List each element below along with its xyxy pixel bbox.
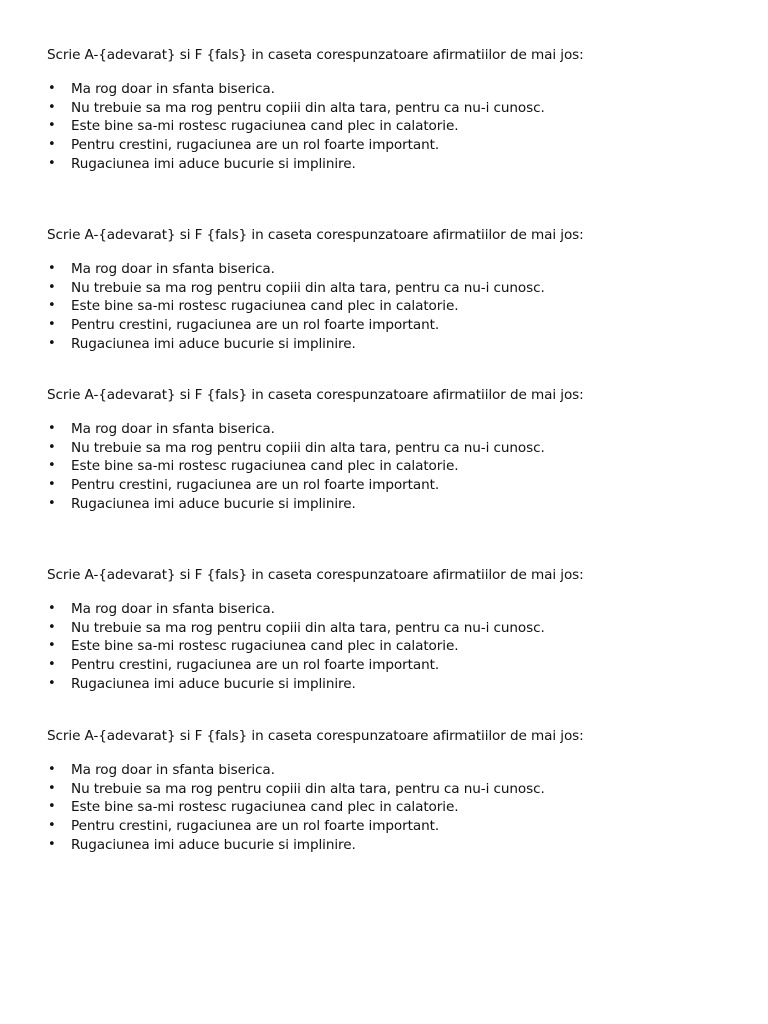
statement-text: Este bine sa-mi rostesc rugaciunea cand plec in calatorie. xyxy=(71,298,459,315)
statement-text: Nu trebuie sa ma rog pentru copiii din alta tara, pentru ca nu-i cunosc. xyxy=(71,439,545,456)
statement-text: Nu trebuie sa ma rog pentru copiii din alta tara, pentru ca nu-i cunosc. xyxy=(71,279,545,296)
exercise-instruction: Scrie A-{adevarat} si F {fals} in caseta corespunzatoare afirmatiilor de mai jos: xyxy=(47,567,584,583)
exercise-instruction: Scrie A-{adevarat} si F {fals} in caseta corespunzatoare afirmatiilor de mai jos: xyxy=(47,728,584,744)
bullet-icon: • xyxy=(48,99,56,115)
statement-item xyxy=(47,439,747,458)
statement-item xyxy=(47,260,747,279)
exercise-instruction: Scrie A-{adevarat} si F {fals} in caseta corespunzatoare afirmatiilor de mai jos: xyxy=(47,47,584,63)
statement-item xyxy=(47,798,747,817)
bullet-icon: • xyxy=(48,799,56,815)
statement-list xyxy=(47,600,747,694)
bullet-icon: • xyxy=(48,155,56,171)
statement-item xyxy=(47,457,747,476)
statement-item xyxy=(47,155,747,174)
statement-item xyxy=(47,780,747,799)
statement-list xyxy=(47,420,747,514)
bullet-icon: • xyxy=(48,638,56,654)
statement-item xyxy=(47,279,747,298)
statement-item xyxy=(47,136,747,155)
statement-list xyxy=(47,260,747,354)
statement-list xyxy=(47,80,747,174)
statement-text: Rugaciunea imi aduce bucurie si implinire. xyxy=(71,155,356,172)
bullet-icon: • xyxy=(48,335,56,351)
statement-text: Pentru crestini, rugaciunea are un rol foarte important. xyxy=(71,657,440,674)
exercise-block-4 xyxy=(47,566,747,694)
statement-item xyxy=(47,297,747,316)
exercise-block-2 xyxy=(47,226,747,354)
exercise-instruction: Scrie A-{adevarat} si F {fals} in caseta corespunzatoare afirmatiilor de mai jos: xyxy=(47,387,584,403)
statement-item xyxy=(47,335,747,354)
statement-text: Rugaciunea imi aduce bucurie si implinire. xyxy=(71,495,356,512)
bullet-icon: • xyxy=(48,261,56,276)
bullet-icon: • xyxy=(48,137,56,153)
bullet-icon: • xyxy=(48,421,56,436)
statement-text: Este bine sa-mi rostesc rugaciunea cand plec in calatorie. xyxy=(71,799,459,816)
statement-text: Ma rog doar in sfanta biserica. xyxy=(71,601,275,617)
statement-item xyxy=(47,637,747,656)
bullet-icon: • xyxy=(48,317,56,333)
statement-text: Nu trebuie sa ma rog pentru copiii din alta tara, pentru ca nu-i cunosc. xyxy=(71,780,545,797)
bullet-icon: • xyxy=(48,601,56,616)
bullet-icon: • xyxy=(48,619,56,635)
statement-text: Este bine sa-mi rostesc rugaciunea cand plec in calatorie. xyxy=(71,638,459,655)
statement-text: Rugaciunea imi aduce bucurie si implinire. xyxy=(71,335,356,352)
bullet-icon: • xyxy=(48,818,56,834)
statement-item xyxy=(47,619,747,638)
statement-text: Ma rog doar in sfanta biserica. xyxy=(71,762,275,778)
statement-text: Ma rog doar in sfanta biserica. xyxy=(71,261,275,277)
statement-item xyxy=(47,600,747,619)
statement-text: Pentru crestini, rugaciunea are un rol foarte important. xyxy=(71,818,440,835)
bullet-icon: • xyxy=(48,298,56,314)
statement-item xyxy=(47,656,747,675)
statement-text: Nu trebuie sa ma rog pentru copiii din alta tara, pentru ca nu-i cunosc. xyxy=(71,99,545,116)
statement-item xyxy=(47,420,747,439)
statement-text: Pentru crestini, rugaciunea are un rol foarte important. xyxy=(71,317,440,334)
bullet-icon: • xyxy=(48,439,56,455)
statement-text: Rugaciunea imi aduce bucurie si implinire. xyxy=(71,675,356,692)
statement-text: Nu trebuie sa ma rog pentru copiii din alta tara, pentru ca nu-i cunosc. xyxy=(71,619,545,636)
statement-item xyxy=(47,80,747,99)
bullet-icon: • xyxy=(48,458,56,474)
bullet-icon: • xyxy=(48,675,56,691)
statement-item xyxy=(47,117,747,136)
statement-item xyxy=(47,99,747,118)
exercise-block-3 xyxy=(47,386,747,514)
statement-item xyxy=(47,675,747,694)
bullet-icon: • xyxy=(48,762,56,777)
bullet-icon: • xyxy=(48,81,56,96)
statement-item xyxy=(47,476,747,495)
statement-item xyxy=(47,316,747,335)
bullet-icon: • xyxy=(48,279,56,295)
statement-item xyxy=(47,495,747,514)
bullet-icon: • xyxy=(48,780,56,796)
exercise-block-1 xyxy=(47,46,747,174)
statement-text: Este bine sa-mi rostesc rugaciunea cand plec in calatorie. xyxy=(71,118,459,135)
bullet-icon: • xyxy=(48,477,56,493)
statement-text: Pentru crestini, rugaciunea are un rol foarte important. xyxy=(71,477,440,494)
bullet-icon: • xyxy=(48,836,56,852)
statement-text: Ma rog doar in sfanta biserica. xyxy=(71,81,275,97)
bullet-icon: • xyxy=(48,657,56,673)
bullet-icon: • xyxy=(48,118,56,134)
statement-text: Este bine sa-mi rostesc rugaciunea cand plec in calatorie. xyxy=(71,458,459,475)
statement-text: Rugaciunea imi aduce bucurie si implinire. xyxy=(71,836,356,853)
exercise-block-5 xyxy=(47,727,747,855)
statement-list xyxy=(47,761,747,855)
bullet-icon: • xyxy=(48,495,56,511)
statement-item xyxy=(47,817,747,836)
statement-item xyxy=(47,836,747,855)
statement-item xyxy=(47,761,747,780)
statement-text: Pentru crestini, rugaciunea are un rol foarte important. xyxy=(71,137,440,154)
exercise-instruction: Scrie A-{adevarat} si F {fals} in caseta corespunzatoare afirmatiilor de mai jos: xyxy=(47,227,584,243)
statement-text: Ma rog doar in sfanta biserica. xyxy=(71,421,275,437)
